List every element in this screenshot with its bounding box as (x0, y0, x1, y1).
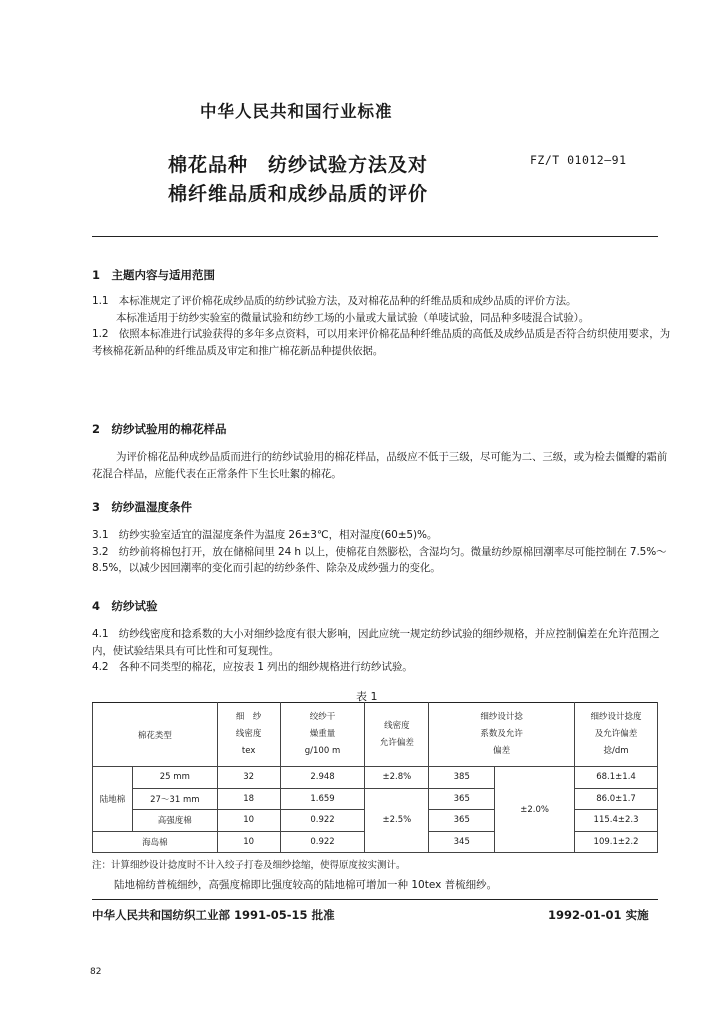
clause-1-2: 1.2 依照本标准进行试验获得的多年多点资料，可以用来评价棉花品种纤维品质的高低及成纱品质是否符合纺织使用要求，为考核棉花新品种的纤维品质及审定和推广棉花新品种提供依据。 (92, 328, 670, 357)
section-1-heading: 1 主题内容与适用范围 (92, 268, 216, 282)
cell-tpc: 86.0±1.7 (575, 788, 658, 810)
cell-weight: 2.948 (280, 767, 365, 789)
cell-deviation: ±2.8% (365, 767, 429, 789)
cell-twist: 365 (429, 810, 495, 832)
clause-3-2: 3.2 纺纱前将棉包打开，放在储棉间里 24 h 以上，使棉花自然膨松，含湿均匀。微量纺纱原棉回潮率尽可能控制在 7.5%～8.5%，以减少因回潮率的变化而引起的纺纱条件、除杂及成纱强力的变化。 (92, 545, 667, 574)
cell-tpc: 68.1±1.4 (575, 767, 658, 789)
header-twist-per-dm: 细纱设计捻度 及允许偏差 捻/dm (575, 703, 658, 767)
cell-tpc: 115.4±2.3 (575, 810, 658, 832)
header-density: 细 纱 线密度 tex (217, 703, 280, 767)
header-cotton-type: 棉花类型 (93, 703, 218, 767)
standard-category: 中华人民共和国行业标准 (200, 102, 393, 121)
header-dry-weight: 绞纱干 燥重量 g/100 m (280, 703, 365, 767)
clause-4-2: 4.2 各种不同类型的棉花，应按表 1 列出的细纱规格进行纺纱试验。 (92, 661, 413, 673)
cell-type: 海岛棉 (93, 831, 218, 853)
section-3-body (92, 527, 672, 577)
page-number: 82 (90, 967, 102, 977)
title-divider (92, 236, 658, 237)
cell-density: 32 (217, 767, 280, 789)
yarn-spec-table (92, 702, 658, 853)
title-line-1: 棉花品种 纺纱试验方法及对 (168, 154, 429, 176)
section-2-body (92, 449, 672, 482)
table-remark: 陆地棉纺普梳细纱，高强度棉即比强度较高的陆地棉可增加一种 10tex 普梳细纱。 (114, 879, 498, 891)
implementation-date: 1992-01-01 实施 (548, 908, 649, 922)
clause-1-1: 1.1 本标准规定了评价棉花成纱品质的纺纱试验方法，及对棉花品种的纤维品质和成纱品质的评价方法。 (92, 295, 577, 307)
section-4-body (92, 626, 672, 676)
table-note: 注：计算细纱设计捻度时不计入绞子打卷及细纱捻缩，使得原度按实测计。 (92, 860, 406, 871)
clause-4-1: 4.1 纺纱线密度和捻系数的大小对细纱捻度有很大影响，因此应统一规定纺纱试验的细纱规格，并应控制偏差在允许范围之内，使试验结果具有可比性和可复现性。 (92, 628, 660, 657)
table-row (93, 767, 658, 789)
cell-weight: 0.922 (280, 831, 365, 853)
cell-twist: 365 (429, 788, 495, 810)
cell-weight: 0.922 (280, 810, 365, 832)
section-4-heading: 4 纺纱试验 (92, 599, 158, 613)
standard-code: FZ/T 01012—91 (530, 153, 627, 167)
cell-type: 25 mm (132, 767, 217, 789)
cell-type: 高强度棉 (132, 810, 217, 832)
header-deviation: 线密度 允许偏差 (365, 703, 429, 767)
clause-1-1-scope: 本标准适用于纺纱实验室的微量试验和纺纱工场的小量或大量试验（单唛试验，同品种多唛混合试验）。 (116, 311, 590, 324)
cell-density: 18 (217, 788, 280, 810)
footer-divider (92, 899, 658, 900)
table-header-row (93, 703, 658, 767)
cell-twist-tolerance: ±2.0% (495, 767, 575, 853)
section-1-body (92, 293, 672, 359)
cell-type: 27～31 mm (132, 788, 217, 810)
header-twist-factor: 细纱设计捻 系数及允许 偏差 (429, 703, 575, 767)
section-2-heading: 2 纺纱试验用的棉花样品 (92, 422, 227, 436)
cell-deviation: ±2.5% (365, 788, 429, 853)
title-line-2: 棉纤维品质和成纱品质的评价 (168, 183, 429, 205)
cell-tpc: 109.1±2.2 (575, 831, 658, 853)
cell-weight: 1.659 (280, 788, 365, 810)
section-3-heading: 3 纺纱温湿度条件 (92, 500, 193, 514)
cell-density: 10 (217, 810, 280, 832)
clause-2: 为评价棉花品种成纱品质而进行的纺纱试验用的棉花样品，品级应不低于三级，尽可能为二、三级，或为检去僵瓣的霜前花混合样品，应能代表在正常条件下生长吐絮的棉花。 (92, 451, 668, 480)
cell-twist: 385 (429, 767, 495, 789)
table-caption: 表 1 (356, 690, 378, 703)
group-upland-cotton: 陆地棉 (93, 767, 133, 832)
approval-statement: 中华人民共和国纺织工业部 1991-05-15 批准 (92, 908, 335, 922)
cell-density: 10 (217, 831, 280, 853)
clause-3-1: 3.1 纺纱实验室适宜的温湿度条件为温度 26±3℃，相对湿度(60±5)%。 (92, 529, 438, 541)
document-title (168, 151, 428, 209)
cell-twist: 345 (429, 831, 495, 853)
